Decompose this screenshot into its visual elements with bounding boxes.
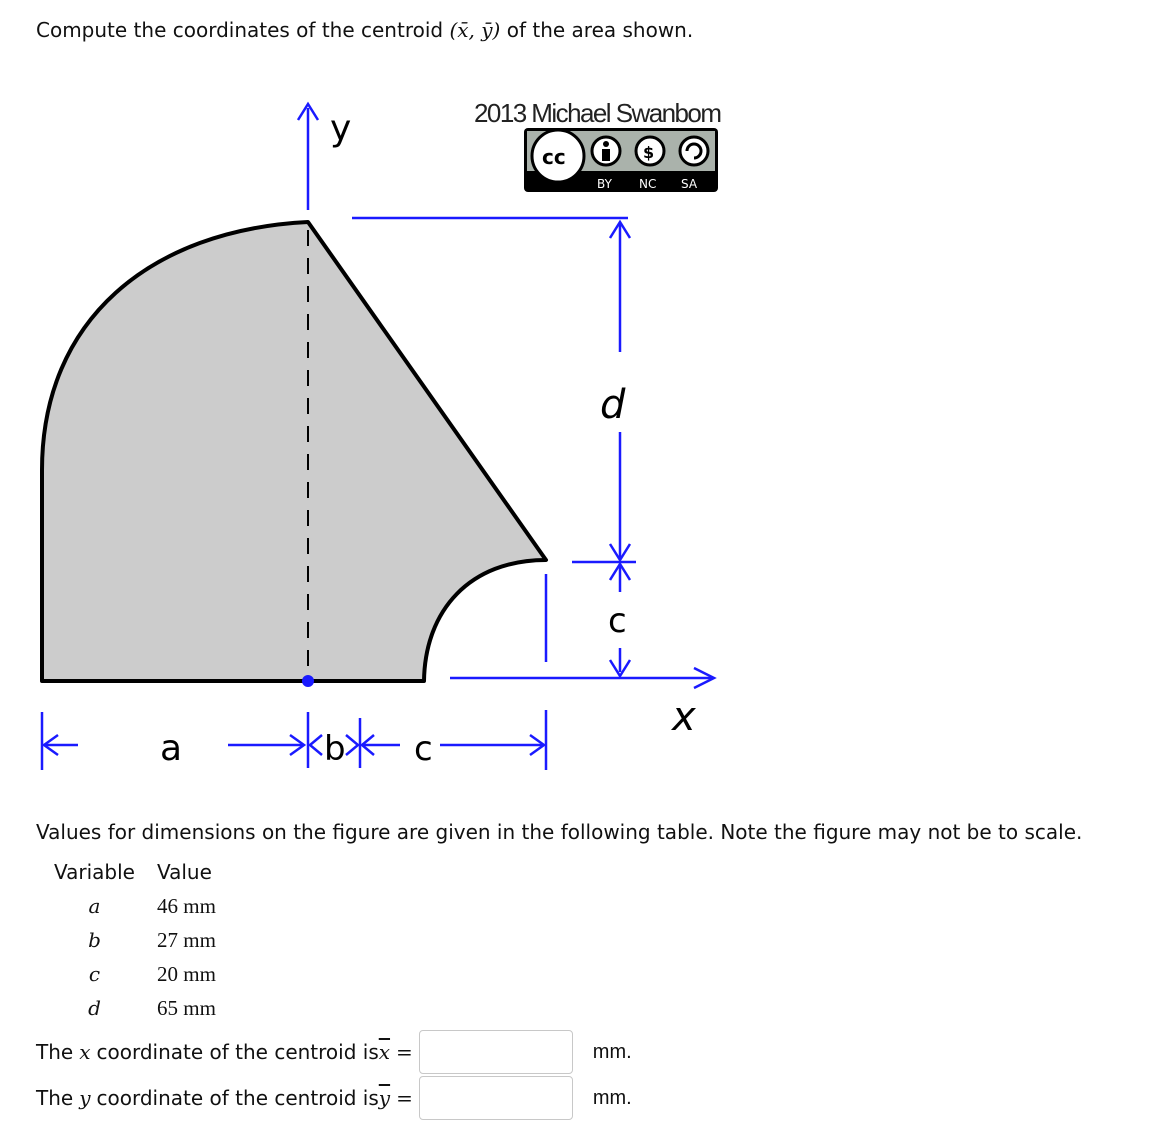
table-row xyxy=(44,992,228,1026)
x-unit-label: mm. xyxy=(592,1040,632,1063)
cc-license-badge xyxy=(524,128,718,192)
value-cell: 46 mm xyxy=(156,893,216,918)
a-label: a xyxy=(160,728,183,769)
table-row xyxy=(44,958,228,992)
y-bar-symbol: $\overline{y}$ xyxy=(378,1086,391,1110)
table-row xyxy=(44,924,228,958)
sa-icon xyxy=(680,137,708,165)
license-by: BY xyxy=(597,177,612,191)
b-label: b xyxy=(324,729,346,769)
y-unit-label: mm. xyxy=(592,1086,632,1109)
variable-cell: d xyxy=(88,996,101,1020)
c-vertical-label: c xyxy=(608,601,627,641)
value-cell: 20 mm xyxy=(156,961,216,986)
y-centroid-answer-row: The y coordinate of the centroid is $\overline{y}$ = mm. xyxy=(36,1076,632,1120)
composite-area-shape xyxy=(42,222,546,681)
table-row xyxy=(44,890,228,924)
x-axis-label: x xyxy=(672,694,696,740)
origin-point xyxy=(302,675,314,687)
variable-cell: b xyxy=(88,928,101,952)
x-centroid-input[interactable] xyxy=(419,1030,573,1074)
table-header-row xyxy=(44,858,228,890)
b-arrowhead-left xyxy=(310,735,322,755)
cc-icon: cc xyxy=(542,145,566,169)
svg-text:$: $ xyxy=(643,143,655,162)
credit-author: 2013 Michael Swanbom xyxy=(474,98,722,128)
y-centroid-input[interactable] xyxy=(419,1076,573,1120)
dimension-values-table xyxy=(44,858,228,1026)
centroid-symbol: (x̄, ȳ) xyxy=(449,18,501,42)
question-text: Compute the coordinates of the centroid (x̄, ȳ) of the area shown. xyxy=(36,18,694,42)
x-bar-symbol: $\overline{x}$ xyxy=(378,1040,391,1064)
license-sa: SA xyxy=(681,177,698,191)
y-axis-label: y xyxy=(330,108,352,149)
centroid-figure xyxy=(0,80,760,780)
value-cell: 65 mm xyxy=(156,995,216,1020)
b-arrowhead-right xyxy=(346,735,358,755)
d-label: d xyxy=(600,382,626,428)
header-variable: Variable xyxy=(54,860,135,884)
variable-cell: c xyxy=(88,962,101,986)
x-centroid-answer-row: The x coordinate of the centroid is $\overline{x}$ = mm. xyxy=(36,1030,632,1074)
c-horizontal-label: c xyxy=(414,729,433,769)
value-cell: 27 mm xyxy=(156,927,216,952)
license-nc: NC xyxy=(639,177,657,191)
header-value: Value xyxy=(156,860,212,884)
variable-cell: a xyxy=(88,894,101,918)
table-note: Values for dimensions on the figure are given in the following table. Note the figure may not be to scale. xyxy=(36,820,1083,844)
